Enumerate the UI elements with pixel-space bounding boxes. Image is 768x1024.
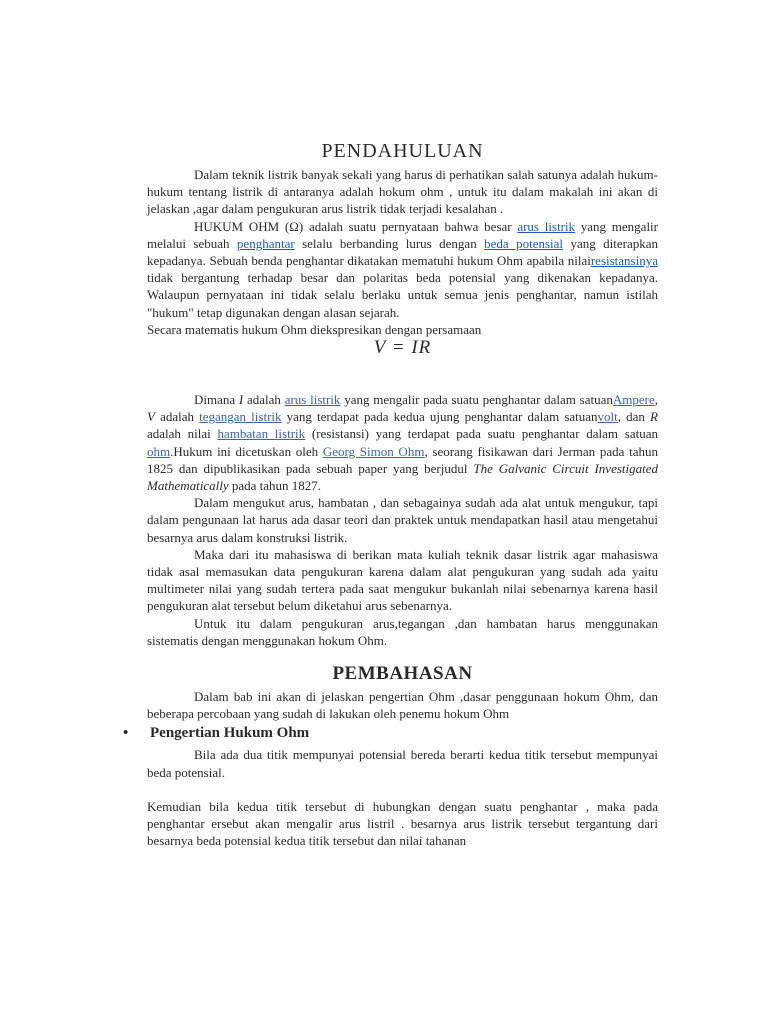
text: (resistansi) yang terdapat pada suatu penghantar dalam satuan: [305, 426, 659, 442]
link-beda-potensial[interactable]: beda potensial: [484, 235, 564, 251]
text: pada tahun 1827.: [228, 478, 322, 494]
text: yang mengalir melalui sebuah: [147, 218, 658, 251]
text: HUKUM OHM (Ω) adalah suatu pernyataan bahwa besar: [194, 218, 518, 234]
paragraph-math-expression: Secara matematis hukum Ohm diekspresikan dengan persamaan: [147, 321, 482, 337]
heading-pendahuluan: PENDAHULUAN: [321, 140, 484, 162]
text: Dimana: [194, 392, 239, 408]
paragraph-potential: Bila ada dua titik mempunyai potensial bereda berarti kedua titik tersebut mempunyai beda potensial.: [147, 747, 658, 780]
link-ampere[interactable]: Ampere: [612, 392, 655, 408]
var-r: R: [650, 409, 658, 425]
text: adalah: [154, 409, 200, 425]
spacer: [147, 781, 658, 798]
paragraph-current: Kemudian bila kedua titik tersebut di hubungkan dengan suatu penghantar , maka pada penghantar ersebut akan mengalir arus listril . besarnya arus listrik tersebut tergantung dari besarnya beda potensial kedua titik tersebut dan nilai tahanan: [147, 798, 658, 849]
spacer: [147, 358, 658, 391]
paragraph-intro: Dalam teknik listrik banyak sekali yang harus di perhatikan salah satunya adalah hukum-hukum tentang listrik di antaranya adalah hokum ohm , untuk itu dalam makalah ini akan di jelaskan ,agar dalam pengukuran arus listrik tidak terjadi kesalahan .: [147, 167, 658, 217]
text: adalah nilai: [147, 426, 218, 442]
link-arus-listrik[interactable]: arus listrik: [517, 218, 576, 234]
paragraph-variables: [147, 391, 658, 494]
text: adalah: [243, 392, 285, 408]
link-volt[interactable]: volt: [597, 409, 618, 425]
var-i: I: [238, 392, 244, 408]
text: yang mengalir pada suatu penghantar dalam satuan: [340, 392, 613, 408]
paragraph-ohm-definition: [147, 218, 658, 321]
bullet-label: Pengertian Hukum Ohm: [150, 725, 310, 742]
link-ohm[interactable]: ohm: [147, 443, 171, 459]
text: , seorang fisikawan dari Jerman pada tahun 1825 dan dipublikasikan pada sebuah paper yang berjudul: [147, 443, 658, 476]
var-v: V: [147, 409, 155, 425]
bullet-icon: •: [123, 725, 129, 742]
text: , dan: [617, 409, 651, 425]
paragraph-course: Maka dari itu mahasiswa di berikan mata kuliah teknik dasar listrik agar mahasiswa tidak asal memasukan data pengukuran karena dalam alat pengukuran yang sudah ada yaitu multimeter nilai yang sudah tertera pada saat mengukur bukanlah nilai sebenarnya karena hasil pengukuran alat tersebut belum diketahui arus sebenarnya.: [147, 546, 658, 614]
text: .Hukum ini dicetuskan oleh: [170, 443, 323, 459]
text: selalu berbanding lurus dengan: [294, 235, 485, 251]
paragraph-conclusion: Untuk itu dalam pengukuran arus,tegangan ,dan hambatan harus menggunakan sistematis dengan menggunakan hokum Ohm.: [147, 615, 658, 648]
link-hambatan-listrik[interactable]: hambatan listrik: [217, 426, 306, 442]
text: ,: [654, 392, 659, 408]
link-tegangan-listrik[interactable]: tegangan listrik: [199, 409, 282, 425]
text: yang terdapat pada kedua ujung penghantar dalam satuan: [281, 409, 598, 425]
link-arus-listrik-2[interactable]: arus listrik: [284, 392, 341, 408]
text: yang diterapkan kepadanya. Sebuah benda penghantar dikatakan mematuhi hukum Ohm apabila nilai: [147, 235, 658, 269]
link-resistansinya[interactable]: resistansinya: [590, 253, 658, 269]
formula-ohm: V = IR: [373, 337, 432, 359]
link-georg-simon-ohm[interactable]: Georg Simon Ohm: [322, 443, 425, 459]
book-title: The Galvanic Circuit Investigated Mathematically: [147, 460, 658, 494]
paragraph-measurement: Dalam mengukut arus, hambatan , dan sebagainya sudah ada alat untuk mengukur, tapi dalam pengunaan lat harus ada dasar teori dan praktek untuk mendapatkan hasil atau mengetahui besarnya arus dalam konstruksi listrik.: [147, 495, 658, 545]
text: tidak bergantung terhadap besar dan polaritas beda potensial yang dikenakan kepadanya. Walaupun pernyataan ini tidak selalu berlaku untuk semua jenis penghantar, namun istilah "hukum" tetap digunakan dengan alasan sejarah.: [147, 270, 658, 320]
link-penghantar[interactable]: penghantar: [236, 235, 295, 251]
document-body: [123, 139, 659, 850]
bullet-item: [123, 724, 658, 743]
paragraph-chapter-intro: Dalam bab ini akan di jelaskan pengertian Ohm ,dasar penggunaan hokum Ohm, dan beberapa percobaan yang sudah di lakukan oleh penemu hokum Ohm: [147, 689, 658, 722]
heading-pembahasan: PEMBAHASAN: [332, 663, 473, 685]
